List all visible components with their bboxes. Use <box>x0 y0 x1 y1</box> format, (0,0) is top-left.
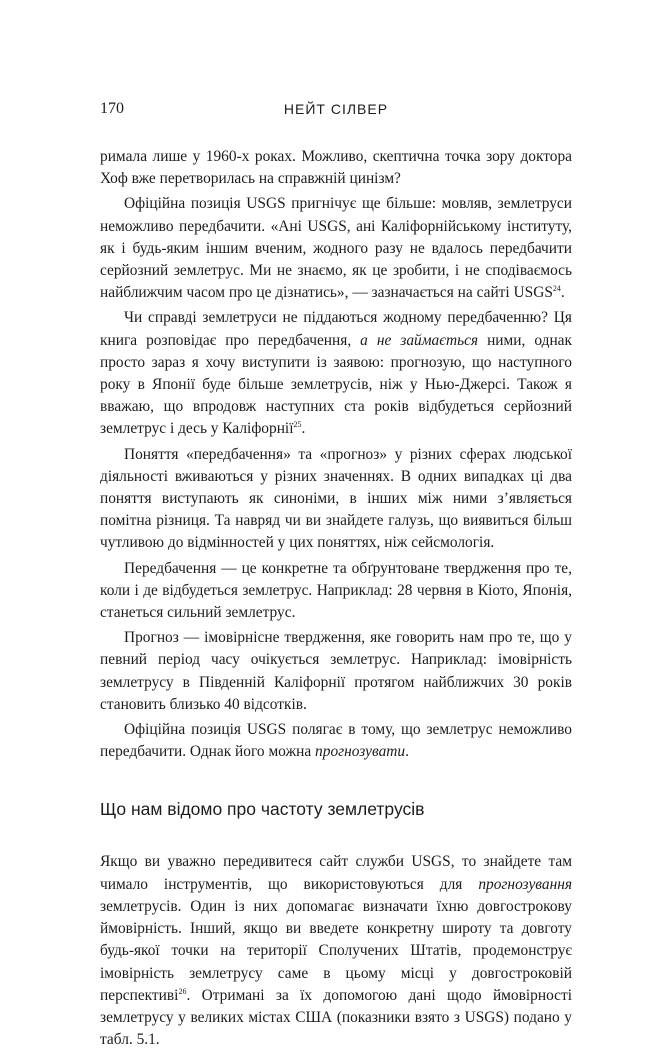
text-run: Прогноз — імовірнісне твердження, яке говорить нам про те, що у певний період часу очікується землетрус. Наприклад: імовірність землетрусу в Південній Каліфорнії протягом найближчих 30 років становить близько 40 відсотків. <box>100 629 572 713</box>
text-run: . <box>301 420 306 438</box>
footnote-ref: 24 <box>552 284 561 294</box>
text-run: . <box>560 284 565 302</box>
text-run: Якщо ви уважно передивитеся сайт служби USGS, то знайдете там чимало інструментів, що використовуються для <box>100 853 572 893</box>
section-heading: Що нам відомо про частоту землетрусів <box>100 799 425 820</box>
text-run: Чи справді землетруси не піддаються жодному передбаченню? Ця книга розповідає про передбачення, <box>100 309 572 349</box>
text-run: ними, однак просто зараз я хочу виступити із заявою: прогнозую, що наступного року в Японії буде більше землетрусів, ніж у Нью-Джерсі. Також я вважаю, що впродовж наступних ста років відбудеться серйозний землетрус і десь у Каліфорнії <box>100 331 572 438</box>
text-run: Офіційна позиція USGS пригнічує ще більше: мовляв, землетруси неможливо передбачити. «Ані USGS, ані Каліфорнійському інституту, як і будь-яким іншим вченим, жодного разу не вдалось передбачити серйозний землетрус. Ми не знаємо, як це зробити, і не сподіваємось найближчим часом про це дізнатись», — зазначається на сайті USGS <box>100 195 572 302</box>
paragraph <box>100 193 572 304</box>
footnote-ref: 25 <box>293 420 302 430</box>
page-number: 170 <box>100 100 124 117</box>
paragraph <box>100 627 572 716</box>
text-run: землетрусів. Один із них допомагає визначати їхню довгострокову ймовірність. Інший, якщо ви введете конкретну широту та довготу будь-якої точки на території Сполучених Штатів, продемонструє імовірність землетрусу саме в цьому місці у довгостроковій перспективі <box>100 897 572 1004</box>
emphasis: прогнозувати <box>315 743 406 761</box>
paragraph <box>100 146 572 190</box>
paragraph <box>100 719 572 763</box>
page-body <box>100 146 572 1054</box>
text-run: Поняття «передбачення» та «прогноз» у різних сферах людської діяльності вживаються у різних значеннях. В одних випадках ці два поняття виступають як синоніми, в інших між ними з’являється помітна різниця. Та навряд чи ви знайдете галузь, що виявиться більш чутливою до відмінностей у цих поняттях, ніж сейсмологія. <box>100 445 572 552</box>
text-run: . <box>405 743 409 761</box>
paragraph <box>100 558 572 625</box>
paragraph <box>100 851 572 1051</box>
emphasis: а не займається <box>360 331 479 349</box>
text-run: римала лише у 1960-х роках. Можливо, скептична точка зору доктора Хоф вже перетворилась на справжній цинізм? <box>100 148 572 188</box>
page-header <box>100 100 572 122</box>
text-run: Передбачення — це конкретне та обґрунтоване твердження про те, коли і де відбудеться землетрус. Наприклад: 28 червня в Кіото, Японія, станеться сильний землетрус. <box>100 559 572 622</box>
paragraph <box>100 307 572 440</box>
text-run: . Отримані за їх допомогою дані щодо ймовірності землетрусу у великих містах США (показники взято з USGS) подано у табл. 5.1. <box>100 986 572 1049</box>
paragraph <box>100 444 572 555</box>
footnote-ref: 26 <box>178 986 187 996</box>
running-title: НЕЙТ СІЛВЕР <box>283 101 389 117</box>
text-run: Офіційна позиція USGS полягає в тому, що землетрус неможливо передбачити. Однак його можна <box>100 721 572 761</box>
emphasis: прогнозування <box>478 875 572 893</box>
